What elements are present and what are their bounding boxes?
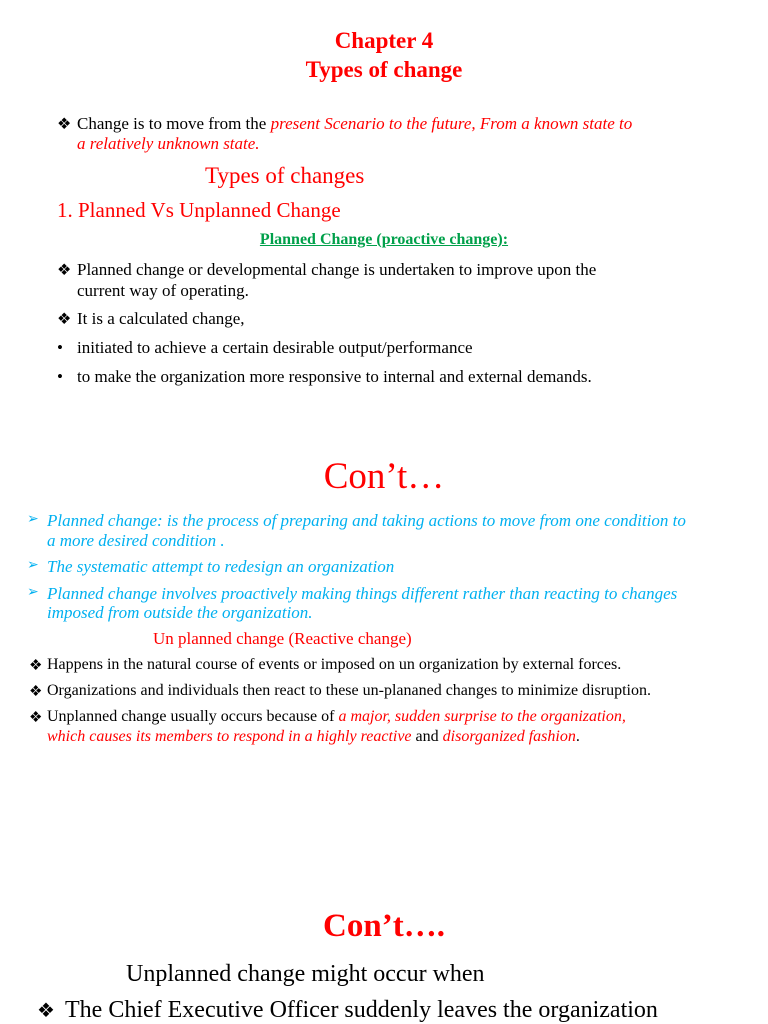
types-heading: Types of changes <box>205 163 365 188</box>
diamond-bullet-icon: ❖ <box>37 1000 55 1022</box>
b3-red-text-3: disorganized fashion <box>442 728 576 745</box>
diamond-bullet-icon: ❖ <box>29 684 43 700</box>
arrow-bullet-icon: ➢ <box>27 585 39 600</box>
diamond-bullet-icon: ❖ <box>57 311 72 328</box>
unplanned-heading: Un planned change (Reactive change) <box>153 629 412 648</box>
b3-black-text: Unplanned change usually occurs because of <box>47 708 339 725</box>
arrow-3-line2: imposed from outside the organization. <box>47 603 313 622</box>
round-bullet-icon: • <box>57 338 63 357</box>
arrow-1-line2: a more desired condition . <box>47 531 225 550</box>
bullet-3: initiated to achieve a certain desirable output/performance <box>77 338 473 357</box>
diamond-bullet-icon: ❖ <box>57 116 72 133</box>
b3-and-text: and <box>411 728 443 745</box>
planned-change-heading: Planned Change (proactive change): <box>259 231 509 248</box>
b3-end-text: . <box>575 728 580 745</box>
bullet-1-line1: Planned change or developmental change is undertaken to improve upon the <box>77 260 597 279</box>
intro-text <box>77 114 632 134</box>
unplanned-bullet-1: The Chief Executive Officer suddenly leaves the organization <box>65 997 658 1023</box>
arrow-3-line1: Planned change involves proactively making things different rather than reacting to changes <box>47 584 678 603</box>
bullet-2: It is a calculated change, <box>77 309 245 328</box>
arrow-1-line1: Planned change: is the process of preparing and taking actions to move from one condition to <box>47 511 686 530</box>
unplanned-bullet-3-line2 <box>47 728 580 746</box>
arrow-bullet-icon: ➢ <box>27 558 39 573</box>
round-bullet-icon: • <box>57 367 63 386</box>
diamond-bullet-icon: ❖ <box>57 262 72 279</box>
slide-title: Con’t… <box>323 456 445 497</box>
diamond-bullet-icon: ❖ <box>29 658 43 674</box>
arrow-2: The systematic attempt to redesign an organization <box>47 557 395 576</box>
slide-title: Con’t…. <box>323 908 445 944</box>
planned-vs-heading: 1. Planned Vs Unplanned Change <box>57 198 341 222</box>
arrow-bullet-icon: ➢ <box>27 512 39 527</box>
bullet-1-line2: current way of operating. <box>77 281 249 300</box>
chapter-label: Chapter 4 <box>334 28 434 53</box>
intro-red-text: present Scenario to the future, From a known state to <box>270 114 633 133</box>
unplanned-bullet-1: Happens in the natural course of events or imposed on un organization by external forces. <box>47 656 622 673</box>
unplanned-bullet-2: Organizations and individuals then react to these un-plananed changes to minimize disruption. <box>47 682 651 699</box>
unplanned-intro: Unplanned change might occur when <box>126 961 485 987</box>
b3-red-text-2: which causes its members to respond in a highly reactive <box>47 728 412 745</box>
bullet-4: to make the organization more responsive to internal and external demands. <box>77 367 592 386</box>
slide-title: Types of change <box>305 57 463 82</box>
intro-text-line2: a relatively unknown state. <box>77 134 260 153</box>
unplanned-bullet-3-line1 <box>47 708 626 726</box>
b3-red-text: a major, sudden surprise to the organization, <box>338 708 626 725</box>
intro-black-text: Change is to move from the <box>77 114 271 133</box>
diamond-bullet-icon: ❖ <box>29 710 43 726</box>
